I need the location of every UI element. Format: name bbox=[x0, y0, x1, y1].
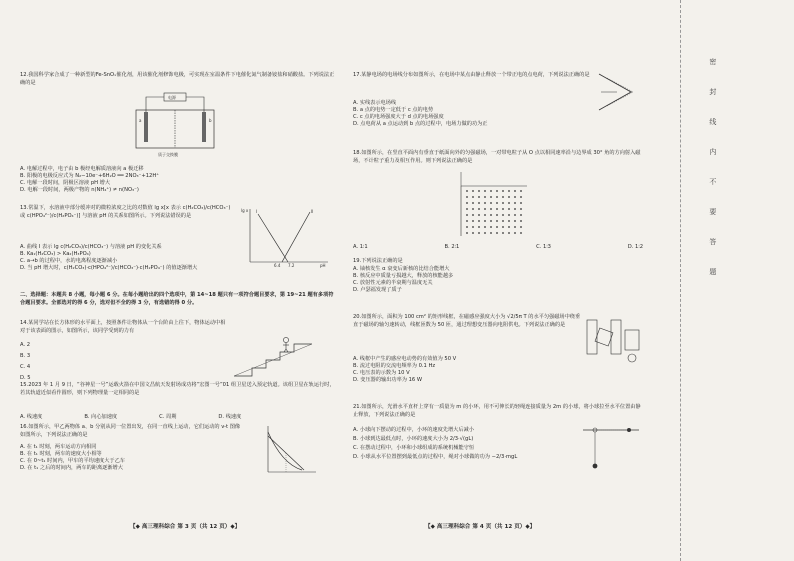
field-dot bbox=[514, 208, 516, 210]
field-dot bbox=[508, 202, 510, 204]
question-18-options bbox=[353, 244, 643, 251]
field-dot bbox=[520, 214, 522, 216]
field-dot bbox=[472, 202, 474, 204]
field-dot bbox=[472, 226, 474, 228]
field-dot bbox=[472, 232, 474, 234]
question-18 bbox=[353, 150, 643, 165]
option-a: A. 2 bbox=[20, 342, 31, 348]
field-dot bbox=[466, 190, 468, 192]
option-b: B. 2∶1 bbox=[444, 244, 460, 250]
field-dot bbox=[478, 190, 480, 192]
question-20-stem: 20.如图所示，面积为 100 cm² 的矩形线框，在磁感应强度大小为 √2/5π T 的水平匀强磁场中绕垂直于磁场的轴匀速转动，线框匝数为 50 匝，通过理想变压器向电阻供电。下列说法正确的是 bbox=[353, 314, 581, 328]
field-dot bbox=[496, 202, 498, 204]
membrane-label: 质子交换膜 bbox=[158, 152, 178, 157]
margin-char: 密 bbox=[709, 58, 717, 66]
field-dot bbox=[478, 232, 480, 234]
field-dot bbox=[508, 196, 510, 198]
field-dot bbox=[496, 220, 498, 222]
section-2-instructions: 二、选择题：本题共 8 小题，每小题 6 分。在每小题给出的四个选项中，第 14~18 题只有一项符合题目要求，第 19~21 题有多项符合题目要求。全部选对的得 6 分，选对但不全的得 3 分，有选错的得 0 分。 bbox=[20, 292, 334, 306]
option-b: B. a 点的电势一定低于 c 点的电势 bbox=[353, 107, 434, 113]
field-dot bbox=[496, 190, 498, 192]
question-12 bbox=[20, 72, 338, 87]
option-d: D. 小球从水平位置摆到最低点的过程中，绳对小球做的功为 −2/3·mgL bbox=[353, 454, 518, 460]
question-12-stem: 12.我国科学家合成了一种新型的Fe-SnOₓ催化剂，用该催化剂修饰电极，可实现在室温条件下电催化氮气制备铵盐和硝酸盐。下列说法正确的是 bbox=[20, 72, 335, 86]
option-a: A. 曲线 I 表示 lg c(H₂CO₃)/c(HCO₃⁻) 与溶液 pH 的变化关系 bbox=[20, 244, 162, 250]
field-dot bbox=[478, 226, 480, 228]
field-dot bbox=[466, 220, 468, 222]
electrolysis-cell-diagram bbox=[128, 92, 224, 162]
option-c: C. 在摆动过程中，小环和小球组成的系统机械能守恒 bbox=[353, 445, 475, 451]
question-13-options bbox=[20, 244, 238, 272]
margin-char: 不 bbox=[709, 178, 717, 186]
option-c: C. 放射性元素的半衰期与温度无关 bbox=[353, 280, 433, 286]
left-page-footer: 【◆ 高三理科综合 第 3 页（共 12 页）◆】 bbox=[130, 524, 241, 530]
question-13 bbox=[20, 205, 235, 220]
option-d: D. 在 t₁ 之后的时间内，两车的距离逐渐增大 bbox=[20, 465, 123, 471]
field-dot bbox=[496, 226, 498, 228]
field-dot bbox=[514, 220, 516, 222]
option-c: C. 4 bbox=[20, 364, 31, 370]
question-21-stem: 21.如图所示，光滑水平直杆上穿有一质量为 m 的小环，用不可伸长的轻绳连接质量为 2m 的小球，将小球拉至水平位置由静止释放，下列说法正确的是 bbox=[353, 404, 641, 418]
question-16-options bbox=[20, 444, 242, 472]
field-dot bbox=[514, 232, 516, 234]
option-c: C. 电压表的示数为 10 V bbox=[353, 370, 410, 376]
field-dot bbox=[466, 214, 468, 216]
option-c: C. 在 0~t₁ 时间内，甲车的平均速度大于乙车 bbox=[20, 458, 125, 464]
option-a: A. 实线表示电场线 bbox=[353, 100, 397, 106]
field-dot bbox=[478, 220, 480, 222]
field-dot bbox=[520, 220, 522, 222]
field-dot bbox=[496, 232, 498, 234]
field-dot bbox=[472, 220, 474, 222]
option-d: D. 5 bbox=[20, 375, 31, 381]
field-dot bbox=[484, 202, 486, 204]
option-b: B. 核反应中质量亏损越大，释放的核能越多 bbox=[353, 273, 454, 279]
field-dot bbox=[514, 190, 516, 192]
option-a: A. 电解过程中，电子由 b 极经电解质溶液向 a 极迁移 bbox=[20, 166, 144, 172]
line-i-label: I bbox=[256, 209, 258, 214]
field-dot bbox=[472, 190, 474, 192]
question-16 bbox=[20, 424, 242, 439]
field-dot bbox=[490, 214, 492, 216]
field-dot bbox=[490, 220, 492, 222]
field-dot bbox=[466, 232, 468, 234]
field-dot bbox=[508, 190, 510, 192]
field-dot bbox=[466, 202, 468, 204]
power-source-label: 电源 bbox=[168, 95, 176, 100]
question-20-options bbox=[353, 356, 583, 384]
question-17-stem: 17.某静电场的电场线分布如图所示，在电场中某点由静止释放一个带正电的点电荷，下列说法正确的是 bbox=[353, 72, 590, 78]
option-d: D. 1∶2 bbox=[627, 244, 643, 250]
margin-char: 内 bbox=[709, 148, 717, 156]
graph-x-label: pH bbox=[320, 263, 326, 268]
option-b: B. 阳极的电极反应式为 N₂−10e⁻+6H₂O ══ 2NO₃⁻+12H⁺ bbox=[20, 173, 159, 179]
option-b: B. 在 t₁ 时刻，两车的速度大小相等 bbox=[20, 451, 102, 457]
field-dot bbox=[490, 208, 492, 210]
question-15-options bbox=[20, 414, 320, 421]
generator-transformer-figure bbox=[585, 312, 643, 368]
field-dot bbox=[502, 226, 504, 228]
option-c: C. 周期 bbox=[159, 414, 177, 420]
field-dot bbox=[490, 226, 492, 228]
field-dot bbox=[484, 190, 486, 192]
field-dot bbox=[502, 232, 504, 234]
option-b: B. 流过电阻的交流电频率为 0.1 Hz bbox=[353, 363, 436, 369]
tick-6-4: 6.4 bbox=[274, 263, 281, 268]
option-c: C. 电解一段时间，阴极区溶液 pH 增大 bbox=[20, 180, 111, 186]
electrode-a-label: a bbox=[139, 118, 142, 123]
binding-dashed-line bbox=[680, 0, 681, 561]
field-dot bbox=[508, 232, 510, 234]
right-page-footer: 【◆ 高三理科综合 第 4 页（共 12 页）◆】 bbox=[425, 524, 536, 530]
lgx-ph-graph bbox=[240, 206, 332, 268]
field-dot bbox=[514, 226, 516, 228]
question-16-stem: 16.如图所示，甲乙两物体 a、b 分别从同一位置出发，在同一直线上运动，它们运动的 v-t 图像如图所示，下列说法正确的是 bbox=[20, 424, 241, 438]
question-18-stem: 18.如图所示，在竖直平面内有垂直于纸面向外的匀强磁场，一对带电粒子从 O 点以相同速率沿与边界成 30° 角的方向射入磁场，不计粒子重力及相互作用。则下列说法正确的是 bbox=[353, 150, 641, 164]
stairs-person-figure bbox=[232, 334, 314, 378]
field-dot bbox=[520, 232, 522, 234]
field-dot bbox=[496, 196, 498, 198]
field-dot bbox=[502, 214, 504, 216]
magnetic-field-figure bbox=[457, 170, 529, 238]
margin-char: 封 bbox=[709, 88, 717, 96]
option-d: D. 当 pH 增大时，c(H₂CO₃)·c(HPO₄²⁻)/c(HCO₃⁻)·c(H₂PO₄⁻) 的值逐渐增大 bbox=[20, 265, 198, 271]
option-a: A. 小球向下摆动的过程中，小环的速度先增大后减小 bbox=[353, 427, 474, 433]
vt-graph bbox=[262, 424, 318, 478]
margin-char: 要 bbox=[709, 208, 717, 216]
field-dot bbox=[502, 190, 504, 192]
binding-margin-text bbox=[705, 58, 721, 298]
field-dot bbox=[496, 208, 498, 210]
question-17-options bbox=[353, 100, 593, 128]
line-ii-label: II bbox=[311, 209, 314, 214]
field-dot bbox=[502, 202, 504, 204]
field-dot bbox=[520, 190, 522, 192]
field-dot bbox=[514, 196, 516, 198]
field-dot bbox=[484, 214, 486, 216]
electric-field-figure bbox=[597, 72, 637, 112]
option-a: A. 线速度 bbox=[20, 414, 43, 420]
option-c: C. a→b 的过程中，水的电离程度逐渐减小 bbox=[20, 258, 118, 264]
field-dot bbox=[466, 208, 468, 210]
field-dot bbox=[508, 214, 510, 216]
option-a: A. 铀核发生 α 衰变后新核的比结合能增大 bbox=[353, 266, 450, 272]
option-a: A. 1∶1 bbox=[353, 244, 368, 250]
option-b: B. 小球到达最低点时，小环的速度大小为 2/3·√(gL) bbox=[353, 436, 474, 442]
field-dot bbox=[484, 232, 486, 234]
field-dot bbox=[490, 190, 492, 192]
field-dot bbox=[478, 214, 480, 216]
question-19-stem: 19.下列说法正确的是 bbox=[353, 258, 403, 264]
question-14-options bbox=[20, 340, 80, 384]
field-dot bbox=[508, 226, 510, 228]
option-d: D. 变压器的输出功率为 16 W bbox=[353, 377, 423, 383]
electrode-b-label: b bbox=[209, 118, 212, 123]
question-13-stem: 13.常温下，水溶液中部分缓冲对的微粒浓度之比的对数值 lg x[x 表示 c(H₂CO₃)/c(HCO₃⁻) 或 c(HPO₄²⁻)/c(H₂PO₄⁻)] 与溶液 pH 的关系如图所示。下列说法错误的是 bbox=[20, 205, 231, 219]
field-dot bbox=[514, 214, 516, 216]
field-dot bbox=[472, 196, 474, 198]
field-dot bbox=[478, 208, 480, 210]
option-d: D. 卢瑟福发现了质子 bbox=[353, 287, 402, 293]
field-dot bbox=[484, 220, 486, 222]
option-d: D. 线速度 bbox=[218, 414, 242, 420]
field-dot bbox=[466, 226, 468, 228]
field-dot bbox=[490, 232, 492, 234]
field-dot bbox=[520, 202, 522, 204]
field-dot bbox=[478, 202, 480, 204]
question-21 bbox=[353, 404, 643, 419]
option-b: B. Ka₁(H₂CO₃) > Ka₂(H₃PO₄) bbox=[20, 251, 91, 257]
option-c: C. c 点的电场强度大于 d 点的电场强度 bbox=[353, 114, 444, 120]
question-19-options bbox=[353, 266, 643, 294]
option-d: D. 点电荷从 a 点运动到 b 点的过程中，电场力做的功为正 bbox=[353, 121, 488, 127]
field-dot bbox=[484, 226, 486, 228]
field-dot bbox=[502, 208, 504, 210]
question-19 bbox=[353, 258, 643, 266]
field-dot bbox=[484, 196, 486, 198]
left-page bbox=[0, 0, 345, 561]
question-20 bbox=[353, 314, 583, 329]
right-page bbox=[345, 0, 645, 561]
binding-margin bbox=[645, 0, 794, 561]
question-15-stem: 15.2023 年 1 月 9 日，“谷神星一号”运载火箭在中国文昌航天发射场成功将“宏图一号”01 组卫星送入预定轨道。该组卫星在轨运行时，若其轨道近似看作圆形，则下列物理量一定相同的是 bbox=[20, 382, 335, 396]
question-14 bbox=[20, 320, 230, 335]
field-dot bbox=[502, 196, 504, 198]
question-15 bbox=[20, 382, 338, 397]
ring-ball-figure bbox=[581, 424, 641, 472]
field-dot bbox=[520, 208, 522, 210]
field-dot bbox=[472, 214, 474, 216]
question-12-options bbox=[20, 166, 338, 194]
option-a: A. 在 t₁ 时刻，两车运动方向相同 bbox=[20, 444, 97, 450]
field-dot bbox=[520, 196, 522, 198]
margin-char: 答 bbox=[709, 238, 717, 246]
option-a: A. 线框中产生的感应电动势的有效值为 50 V bbox=[353, 356, 457, 362]
option-c: C. 1∶3 bbox=[536, 244, 551, 250]
field-dot bbox=[508, 220, 510, 222]
field-dot bbox=[490, 202, 492, 204]
field-dot bbox=[496, 214, 498, 216]
field-dot bbox=[466, 196, 468, 198]
field-dot bbox=[490, 196, 492, 198]
field-dot bbox=[478, 196, 480, 198]
tick-7-2: 7.2 bbox=[288, 263, 295, 268]
option-b: B. 向心加速度 bbox=[84, 414, 118, 420]
field-dot bbox=[520, 226, 522, 228]
question-21-options bbox=[353, 426, 579, 462]
field-dot bbox=[508, 208, 510, 210]
question-17 bbox=[353, 72, 593, 80]
margin-char: 线 bbox=[709, 118, 717, 126]
margin-char: 题 bbox=[709, 268, 717, 276]
option-d: D. 电解一段时间，两极产物的 n(NH₄⁺) ≠ n(NO₃⁻) bbox=[20, 187, 139, 193]
field-dot bbox=[502, 220, 504, 222]
question-14-stem: 14.某同学站在长方体形的水平面上，按照条件让物体从一个台阶由上往下，物体运动中相对于该表面的图示，如图所示，该同学受到的力有 bbox=[20, 320, 226, 334]
graph-y-label: lg x bbox=[241, 208, 249, 213]
option-b: B. 3 bbox=[20, 353, 31, 359]
field-dot bbox=[472, 208, 474, 210]
field-dot bbox=[514, 202, 516, 204]
field-dot bbox=[484, 208, 486, 210]
